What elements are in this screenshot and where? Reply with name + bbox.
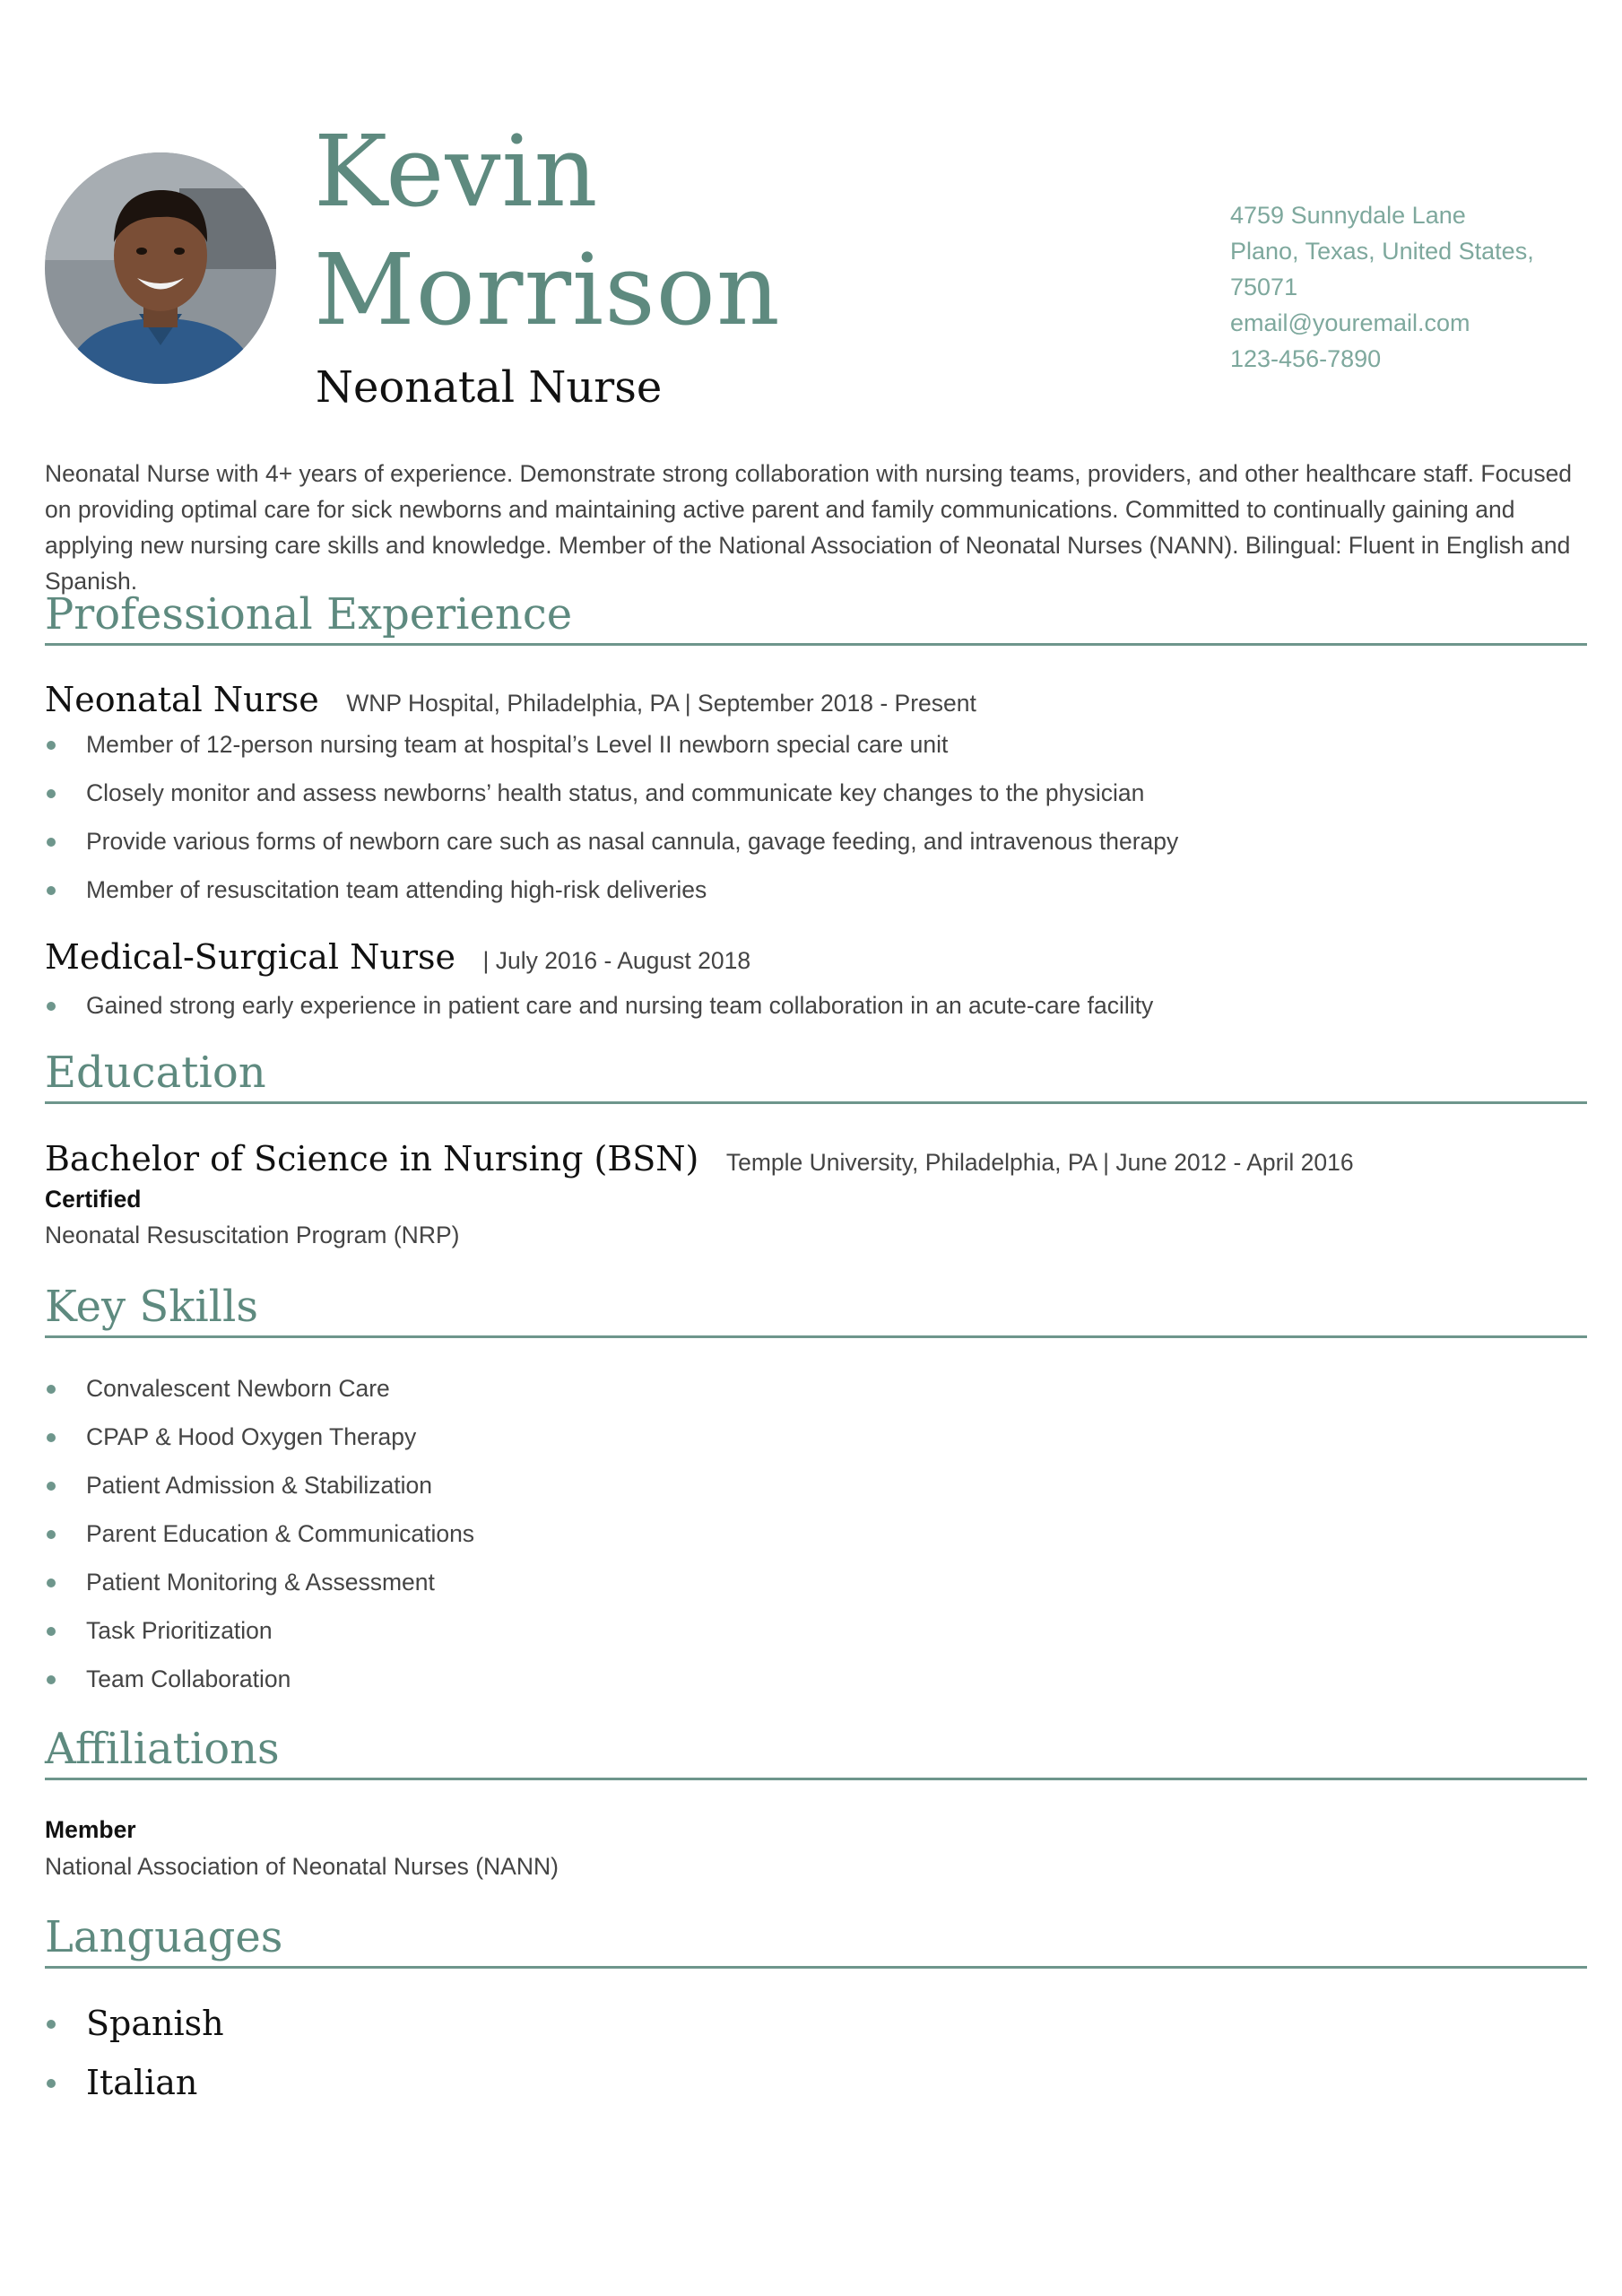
job-1-bullets	[45, 728, 1178, 922]
contact-block	[1230, 197, 1607, 377]
skills-list	[45, 1372, 474, 1711]
profile-photo	[45, 152, 276, 384]
phone-number: 123-456-7890	[1230, 345, 1382, 372]
list-item: Italian	[45, 2061, 224, 2120]
job-1-meta: WNP Hospital, Philadelphia, PA | September 2018 - Present	[346, 690, 976, 717]
affiliation-label: Member	[45, 1816, 136, 1843]
bullet-icon	[47, 886, 56, 895]
bullet-icon	[47, 1433, 56, 1442]
bullet-icon	[47, 1530, 56, 1539]
section-heading-skills: Key Skills	[45, 1280, 1587, 1338]
email-address: email@youremail.com	[1230, 309, 1470, 336]
list-item: Patient Admission & Stabilization	[45, 1469, 474, 1518]
job-1-title: Neonatal Nurse	[45, 680, 319, 719]
certification-label: Certified	[45, 1186, 142, 1213]
bullet-icon	[47, 1675, 56, 1684]
address-line-2: Plano, Texas, United States, 75071	[1230, 238, 1534, 300]
bullet-icon	[47, 2079, 56, 2088]
bullet-icon	[47, 1482, 56, 1491]
profile-summary: Neonatal Nurse with 4+ years of experience. Demonstrate strong collaboration with nursing teams, providers, and other healthcare staff. Focused on providing optimal care for sick newborns and maintaining active parent and family communications. Committed to continually gaining and applying new nursing care skills and knowledge. Member of the National Association of Neonatal Nurses (NANN). Bilingual: Fluent in English and Spanish.	[45, 460, 1573, 595]
candidate-name	[314, 112, 781, 349]
list-item: Convalescent Newborn Care	[45, 1372, 474, 1421]
bullet-icon	[47, 1385, 56, 1394]
list-item: Team Collaboration	[45, 1663, 474, 1711]
list-item: Patient Monitoring & Assessment	[45, 1566, 474, 1614]
bullet-icon	[47, 2020, 56, 2029]
person-portrait-icon	[45, 152, 276, 384]
job-1-header	[45, 680, 976, 719]
bullet-icon	[47, 1002, 56, 1011]
list-item: Gained strong early experience in patient care and nursing team collaboration in an acute-care facility	[45, 989, 1153, 1038]
degree-header	[45, 1139, 1354, 1178]
bullet-icon	[47, 1627, 56, 1636]
certification-value: Neonatal Resuscitation Program (NRP)	[45, 1222, 460, 1248]
list-item: Member of 12-person nursing team at hospital’s Level II newborn special care unit	[45, 728, 1178, 777]
job-title: Neonatal Nurse	[316, 362, 663, 413]
list-item: CPAP & Hood Oxygen Therapy	[45, 1421, 474, 1469]
list-item: Provide various forms of newborn care such as nasal cannula, gavage feeding, and intravenous therapy	[45, 825, 1178, 874]
section-heading-languages: Languages	[45, 1910, 1587, 1969]
first-name: Kevin	[314, 114, 599, 229]
list-item: Member of resuscitation team attending high-risk deliveries	[45, 874, 1178, 922]
degree-meta: Temple University, Philadelphia, PA | June 2012 - April 2016	[725, 1149, 1354, 1176]
address-line-1: 4759 Sunnydale Lane	[1230, 202, 1466, 229]
job-2-meta: | July 2016 - August 2018	[482, 947, 751, 974]
affiliation-value: National Association of Neonatal Nurses (NANN)	[45, 1853, 559, 1880]
section-heading-affiliations: Affiliations	[45, 1722, 1587, 1780]
bullet-icon	[47, 741, 56, 750]
section-heading-education: Education	[45, 1046, 1587, 1104]
list-item: Closely monitor and assess newborns’ health status, and communicate key changes to the physician	[45, 777, 1178, 825]
degree-title: Bachelor of Science in Nursing (BSN)	[45, 1139, 699, 1178]
bullet-icon	[47, 1578, 56, 1587]
last-name: Morrison	[314, 232, 781, 347]
languages-list	[45, 2002, 224, 2120]
list-item: Parent Education & Communications	[45, 1518, 474, 1566]
bullet-icon	[47, 789, 56, 798]
job-2-bullets	[45, 989, 1153, 1038]
list-item: Spanish	[45, 2002, 224, 2061]
section-heading-experience: Professional Experience	[45, 587, 1587, 646]
job-2-header	[45, 937, 750, 977]
bullet-icon	[47, 838, 56, 847]
list-item: Task Prioritization	[45, 1614, 474, 1663]
job-2-title: Medical-Surgical Nurse	[45, 937, 456, 977]
